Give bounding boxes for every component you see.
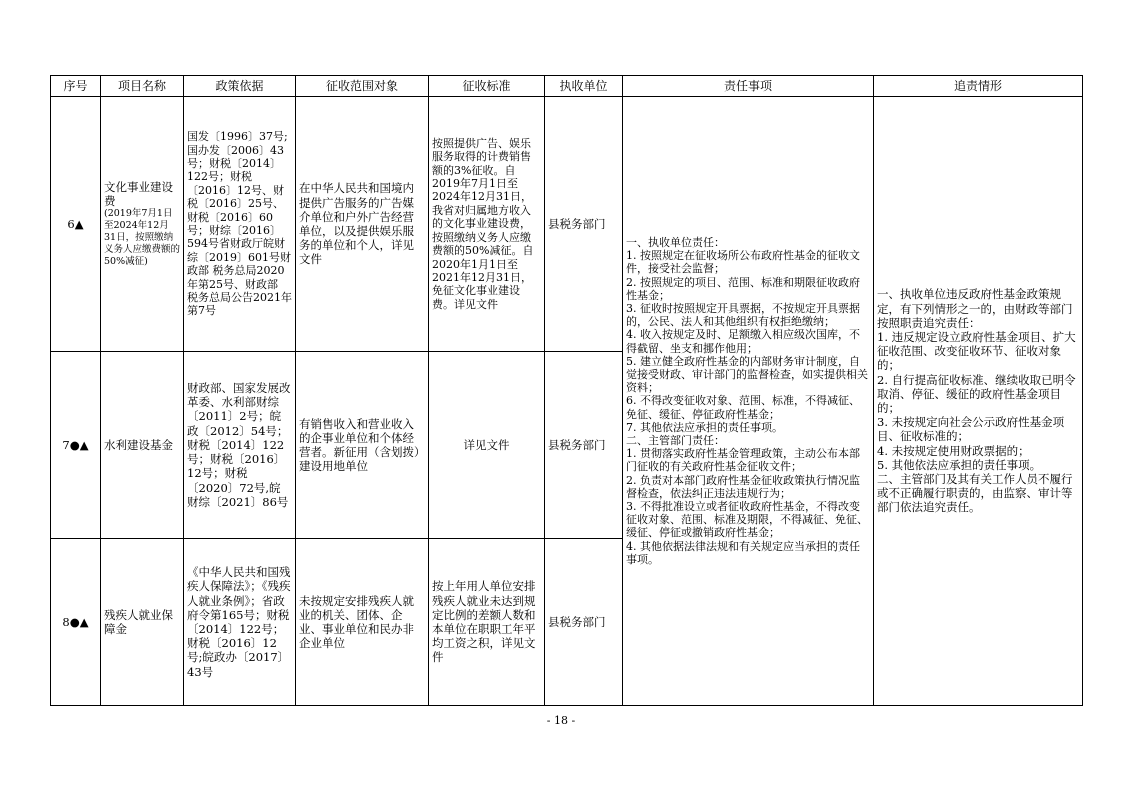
levy-standard: 按上年用人单位安排残疾人就业未达到规定比例的差额人数和本单位在职职工年平均工资之积，详见文件 (429, 539, 545, 706)
header-scope: 征收范围对象 (296, 76, 429, 97)
page-number: - 18 - (546, 714, 576, 727)
policy-basis: 《中华人民共和国残疾人保障法》；《残疾人就业条例》；省政府令第165号；财税〔2014〕122号；财税〔2016〕12号;皖政办〔2017〕43号 (184, 539, 296, 706)
header-unit: 执收单位 (545, 76, 623, 97)
header-accountability: 追责情形 (874, 76, 1083, 97)
header-index: 序号 (51, 76, 101, 97)
collecting-unit: 县税务部门 (545, 352, 623, 539)
header-name: 项目名称 (101, 76, 184, 97)
item-name-note: (2019年7月1日至2024年12月31日，按照缴纳义务人应缴费额的50%减征) (104, 208, 181, 268)
row-index: 7●▲ (51, 352, 101, 539)
header-standard: 征收标准 (429, 76, 545, 97)
levy-standard: 详见文件 (429, 352, 545, 539)
levy-scope: 未按规定安排残疾人就业的机关、团体、企业、事业单位和民办非企业单位 (296, 539, 429, 706)
header-row (51, 76, 1083, 97)
header-basis: 政策依据 (184, 76, 296, 97)
table-row (51, 97, 1083, 352)
row-index: 8●▲ (51, 539, 101, 706)
policy-basis: 财政部、国家发展改革委、水利部财综〔2011〕2号；皖政〔2012〕54号；财税〔2014〕122号；财税〔2016〕12号；财税〔2020〕72号,皖财综〔2021〕86号 (184, 352, 296, 539)
row-index: 6▲ (51, 97, 101, 352)
header-responsibility: 责任事项 (623, 76, 874, 97)
item-name: 残疾人就业保障金 (101, 539, 184, 706)
accountability-cases: 一、执收单位违反政府性基金政策规定，有下列情形之一的，由财政等部门按照职责追究责任： 1. 违反规定设立政府性基金项目、扩大征收范围、改变征收环节、征收对象的； 2. 自行提高征收标准、继续收取已明令取消、停征、缓征的政府性基金项目的； 3. 未按规定向社会公示政府性基金项目、征收标准的； 4. 未按规定使用财政票据的； 5. 其他依法应承担的责任事项。 二、主管部门及其有关工作人员不履行或不正确履行职责的，由监察、审计等部门依法追究责任。 (874, 97, 1083, 706)
policy-basis: 国发〔1996〕37号;国办发〔2006〕43号；财税〔2014〕122号；财税〔2016〕12号、财税〔2016〕25号、财税〔2016〕60号；财综〔2016〕594号省财政厅皖财综〔2019〕601号财政部 税务总局2020年第25号、财政部 税务总局公告2021年第7号 (184, 97, 296, 352)
item-name: 文化事业建设费 (104, 179, 173, 208)
responsibility-items: 一、执收单位责任： 1. 按照规定在征收场所公布政府性基金的征收文件，接受社会监督； 2. 按照规定的项目、范围、标准和期限征收政府性基金； 3. 征收时按照规定开具票据，不按规定开具票据的，公民、法人和其他组织有权拒绝缴纳； 4. 收入按规定及时、足额缴入相应级次国库，不得截留、坐支和挪作他用； 5. 建立健全政府性基金的内部财务审计制度，自觉接受财政、审计部门的监督检查，如实提供相关资料； 6. 不得改变征收对象、范围、标准，不得减征、免征、缓征、停征政府性基金； 7. 其他依法应承担的责任事项。 二、主管部门责任： 1. 贯彻落实政府性基金管理政策，主动公布本部门征收的有关政府性基金征收文件； 2. 负责对本部门政府性基金征收政策执行情况监督检查，依法纠正违法违规行为； 3. 不得批准设立或者征收政府性基金，不得改变征收对象、范围、标准及期限，不得减征、免征、缓征、停征或撤销政府性基金； 4. 其他依据法律法规和有关规定应当承担的责任事项。 (623, 97, 874, 706)
levy-scope: 有销售收入和营业收入的企事业单位和个体经营者。新征用（含划拨）建设用地单位 (296, 352, 429, 539)
collecting-unit: 县税务部门 (545, 539, 623, 706)
levy-standard: 按照提供广告、娱乐服务取得的计费销售额的3%征收。自2019年7月1日至2024年12月31日，我省对归属地方收入的文化事业建设费，按照缴纳义务人应缴费额的50%减征。自2020年1月1日至2021年12月31日，免征文化事业建设费。详见文件 (429, 97, 545, 352)
item-name: 水利建设基金 (101, 352, 184, 539)
item-name-cell (101, 97, 184, 352)
fee-table (50, 75, 1083, 706)
levy-scope: 在中华人民共和国境内提供广告服务的广告媒介单位和户外广告经营单位，以及提供娱乐服务的单位和个人，详见文件 (296, 97, 429, 352)
collecting-unit: 县税务部门 (545, 97, 623, 352)
